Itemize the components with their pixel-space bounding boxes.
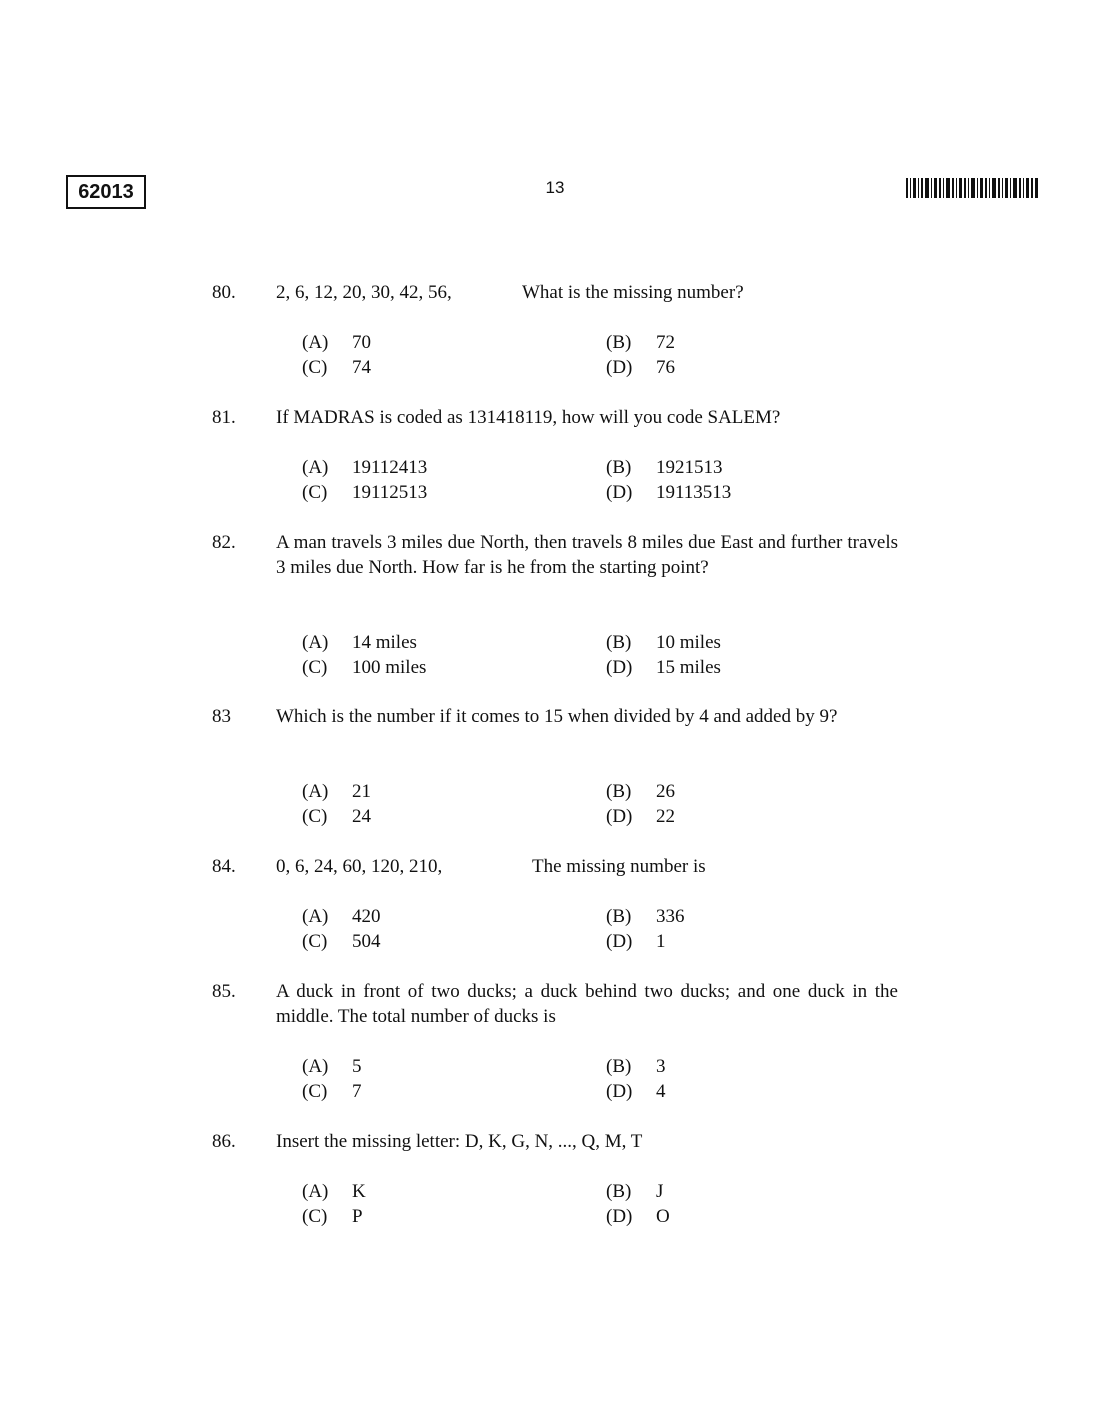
- option-c: (C) 7: [302, 1081, 362, 1102]
- question-number: 86.: [212, 1131, 236, 1152]
- option-a: (A) 420: [302, 906, 381, 927]
- question-prompt: The missing number is: [532, 856, 706, 877]
- option-c: (C) 100 miles: [302, 657, 427, 678]
- option-a: (A) 5: [302, 1056, 362, 1077]
- option-d: (D) 22: [606, 806, 675, 827]
- option-d: (D) 1: [606, 931, 666, 952]
- question-number: 84.: [212, 856, 236, 877]
- number-sequence: 2, 6, 12, 20, 30, 42, 56,: [276, 282, 452, 303]
- question-number: 83: [212, 706, 231, 727]
- option-a: (A) 19112413: [302, 457, 428, 478]
- question-text: Insert the missing letter: D, K, G, N, ..., Q, M, T: [276, 1131, 643, 1152]
- question-text: If MADRAS is coded as 131418119, how will you code SALEM?: [276, 407, 781, 428]
- option-d: (D) 15 miles: [606, 657, 721, 678]
- option-c: (C) 24: [302, 806, 371, 827]
- question-text: [276, 854, 898, 879]
- paper-code: 62013: [66, 175, 146, 209]
- option-c: (C) P: [302, 1206, 363, 1227]
- question-text: A man travels 3 miles due North, then travels 8 miles due East and further travels 3 miles due North. How far is he from the starting point?: [276, 532, 898, 578]
- option-b: (B) 26: [606, 781, 675, 802]
- option-c: (C) 504: [302, 931, 381, 952]
- option-c: (C) 74: [302, 357, 371, 378]
- page-number: 13: [545, 178, 565, 197]
- option-a: (A) 21: [302, 781, 371, 802]
- number-sequence: 0, 6, 24, 60, 120, 210,: [276, 856, 443, 877]
- option-d: (D) 4: [606, 1081, 666, 1102]
- question-number: 81.: [212, 407, 236, 428]
- option-b: (B) 72: [606, 332, 675, 353]
- option-b: (B) 3: [606, 1056, 666, 1077]
- option-a: (A) 70: [302, 332, 371, 353]
- option-a: (A) K: [302, 1181, 366, 1202]
- option-d: (D) 19113513: [606, 482, 732, 503]
- option-b: (B) 10 miles: [606, 632, 721, 653]
- question-text: Which is the number if it comes to 15 when divided by 4 and added by 9?: [276, 706, 838, 727]
- question-prompt: What is the missing number?: [522, 282, 744, 303]
- question-number: 85.: [212, 981, 236, 1002]
- barcode: [906, 178, 1038, 198]
- question-number: 80.: [212, 282, 236, 303]
- question-text: A duck in front of two ducks; a duck behind two ducks; and one duck in the middle. The total number of ducks is: [276, 981, 898, 1027]
- question-number: 82.: [212, 532, 236, 553]
- option-b: (B) J: [606, 1181, 664, 1202]
- option-b: (B) 1921513: [606, 457, 723, 478]
- option-c: (C) 19112513: [302, 482, 428, 503]
- question-text: [276, 280, 898, 305]
- option-d: (D) 76: [606, 357, 675, 378]
- option-d: (D) O: [606, 1206, 670, 1227]
- option-a: (A) 14 miles: [302, 632, 417, 653]
- option-b: (B) 336: [606, 906, 685, 927]
